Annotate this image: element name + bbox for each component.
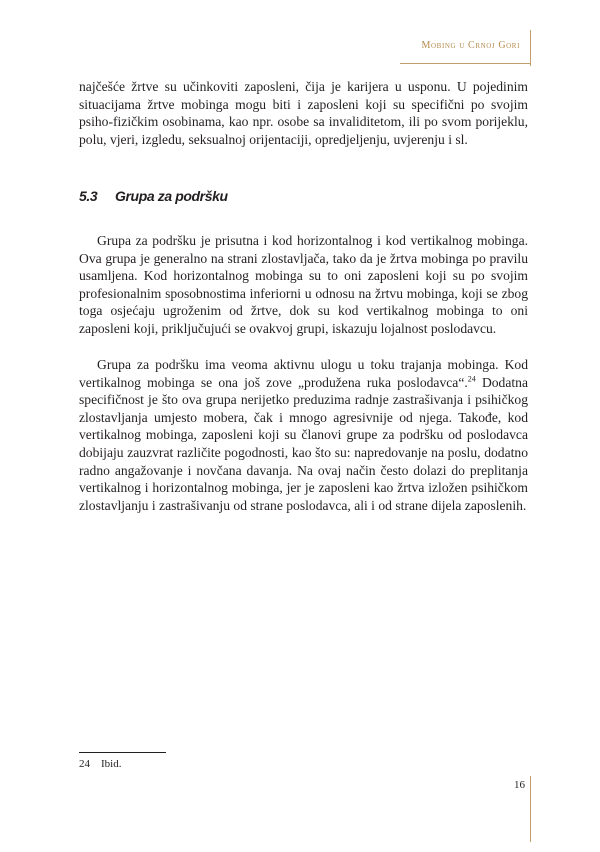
page-number: 16	[514, 779, 525, 791]
running-head: Mobing u Crnoj Gori	[421, 40, 520, 51]
paragraph-support-group-intro: Grupa za podršku je prisutna i kod horizontalnog i kod vertikalnog mobinga. Ova grupa je generalno na strani zlostavljača, tako da je žrtva mobinga po pravilu usamljena. Kod horizontalnog mobinga su to oni zaposleni koji su po svojim profesionalnim sposobnostima inferiorni u odnosu na žrtvu mobinga, koji se zbog toga osjećaju ugroženim od žrtve, dok su kod vertikalnog mobinga to oni zaposleni koji, priključujući se ovakvoj grupi, iskazuju lojalnost poslodavcu.	[79, 233, 528, 336]
footer-vertical-rule	[530, 776, 531, 842]
section-title: Grupa za podršku	[115, 188, 228, 204]
section-number: 5.3	[79, 188, 98, 204]
footnote-text: Ibid.	[101, 758, 122, 770]
paragraph-text-part-1: Grupa za podršku ima veoma aktivnu ulogu u toku trajanja mobinga. Kod vertikalnog mobinga se ona još zove „produžena ruka poslodavca“.	[79, 357, 528, 390]
footnote	[79, 758, 121, 770]
footnote-reference[interactable]: 24	[467, 374, 476, 384]
footnote-number: 24	[79, 758, 90, 770]
header-vertical-rule	[530, 30, 531, 66]
section-heading	[79, 188, 228, 204]
paragraph-text-part-2: Dodatna specifičnost je što ova grupa nerijetko preduzima radnje zastrašivanja i psihičkog zlostavljanja umjesto mobera, čak i mnogo agresivnije od njega. Takođe, kod vertikalnog mobinga, zaposleni koji su članovi grupe za podršku od poslodavca dobijaju zauzvrat različite pogodnosti, kao što su: napredovanje na poslu, dodatno radno angažovanje i novčana davanja. Na ovaj način često dolazi do preplitanja vertikalnog i horizontalnog mobinga, jer je zaposleni kao žrtva izložen psihičkom zlostavljanju i zastrašivanju od strane poslodavca, ali i od strane dijela zaposlenih.	[79, 374, 528, 513]
header-horizontal-rule	[400, 63, 531, 64]
paragraph-continued: najčešće žrtve su učinkoviti zaposleni, čija je karijera u usponu. U pojedinim situacijama žrtve mobinga mogu biti i zaposleni koji su specifični po svojim psiho-fizičkim osobinama, kao npr. osobe sa invaliditetom, ili po svom porijeklu, polu, vjeri, izgledu, seksualnoj orijentaciji, opredjeljenju, uvjerenju i sl.	[79, 79, 528, 147]
paragraph-support-group-role	[79, 356, 528, 514]
footnote-separator	[79, 752, 166, 753]
